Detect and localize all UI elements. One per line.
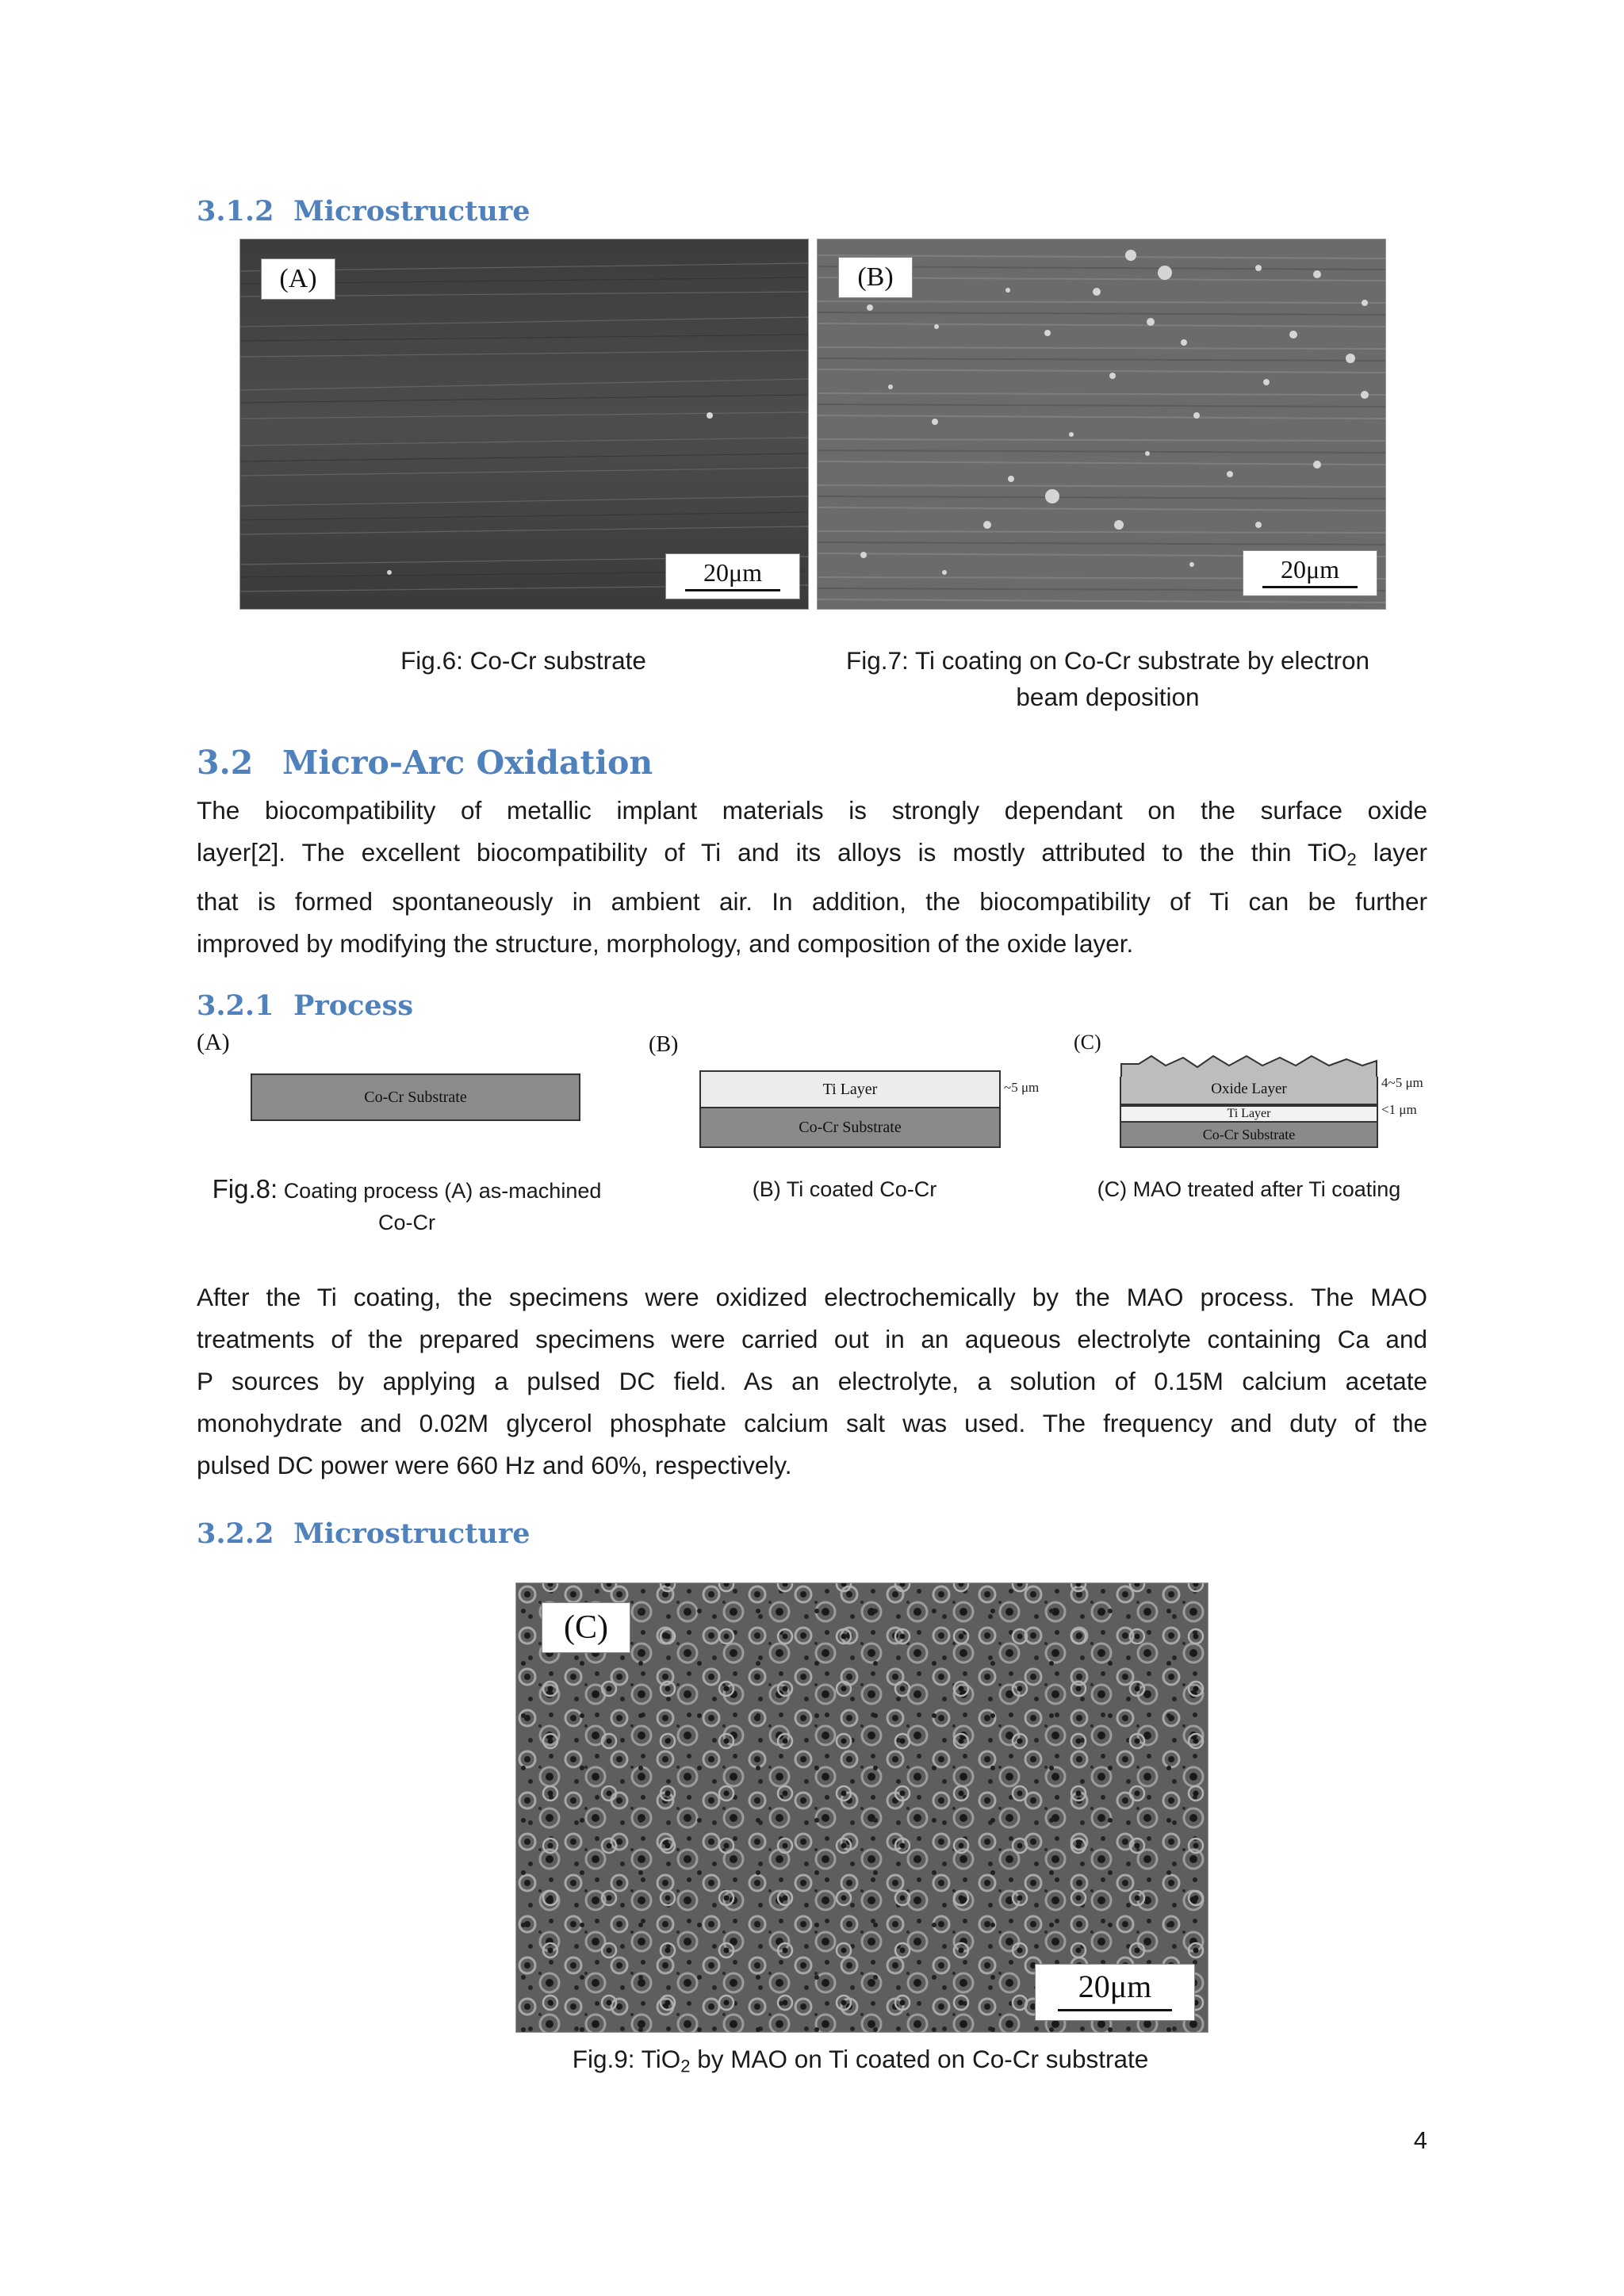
fig7-caption: [817, 642, 1399, 715]
fig8-caption-c: (C) MAO treated after Ti coating: [1097, 1177, 1401, 1201]
fig7-scale-text: 20μm: [1280, 555, 1340, 584]
fig7-scale-bar: [1243, 550, 1377, 596]
fig7-panel-label: (B): [838, 257, 913, 298]
fig8-panel-a: [197, 1029, 638, 1145]
fig8-c-oxide-thickness: 4~5 μm: [1381, 1075, 1423, 1090]
section-number: 3.2.1: [197, 989, 274, 1022]
para2-line1: After the Ti coating, the specimens were oxidized electrochemically by the MAO process. The MAO: [197, 1283, 1427, 1311]
section-heading-3-2: [197, 744, 653, 782]
fig9-scale-line: [1058, 2009, 1172, 2011]
section-heading-3-2-1: [197, 989, 413, 1022]
fig8-panel-b-label: (B): [649, 1032, 679, 1057]
para1-line3: that is formed spontaneously in ambient air. In addition, the biocompatibility of Ti can be further: [197, 886, 1427, 916]
fig9-scale-text: 20μm: [1078, 1969, 1152, 2004]
fig7-caption-line1: Fig.7: Ti coating on Co-Cr substrate by electron: [845, 646, 1370, 675]
fig8-panel-a-label: (A): [197, 1029, 230, 1055]
para1-line4: improved by modifying the structure, morphology, and composition of the oxide layer.: [197, 928, 1134, 958]
section-number: 3.2.2: [197, 1517, 274, 1550]
fig9-scale-bar: [1035, 1964, 1195, 2021]
section-title: Microstructure: [293, 195, 530, 228]
fig9-sem-image: [515, 1582, 1208, 2033]
section-number: 3.2: [197, 744, 254, 782]
fig8-caption-a-line2: Co-Cr: [378, 1211, 435, 1234]
fig7-caption-line2: beam deposition: [1016, 683, 1200, 711]
para2-line2: treatments of the prepared specimens were carried out in an aqueous electrolyte containing Ca and: [197, 1325, 1427, 1353]
fig8-b-ti-layer: Ti Layer: [699, 1070, 1001, 1108]
paragraph-mao-process: [197, 1276, 1427, 1487]
fig6-caption: Fig.6: Co-Cr substrate: [400, 646, 646, 675]
para2-line4: monohydrate and 0.02M glycerol phosphate calcium salt was used. The frequency and duty of the: [197, 1409, 1427, 1437]
para1-line1: The biocompatibility of metallic implant materials is strongly dependant on the surface oxide: [197, 796, 1427, 825]
fig8-b-thickness: ~5 μm: [1004, 1080, 1040, 1095]
section-heading-3-1-2: [197, 195, 530, 228]
fig8-a-substrate-layer: Co-Cr Substrate: [251, 1073, 580, 1121]
section-number: 3.1.2: [197, 195, 274, 228]
fig8-panel-c: [1071, 1027, 1443, 1159]
fig6-scale-text: 20μm: [703, 558, 763, 587]
fig8-panel-c-label: (C): [1074, 1031, 1101, 1054]
fig8-b-substrate-layer: Co-Cr Substrate: [699, 1107, 1001, 1148]
fig7-scale-line: [1262, 586, 1358, 588]
section-heading-3-2-2: [197, 1517, 530, 1550]
para1-line2: layer[2]. The excellent biocompatibility of Ti and its alloys is mostly attributed to the thin TiO$_2$ layer: [197, 838, 1428, 870]
para2-line3: P sources by applying a pulsed DC field. As an electrolyte, a solution of 0.15M calcium acetate: [197, 1367, 1427, 1395]
section-title: Process: [293, 989, 414, 1022]
fig6-panel-label: (A): [261, 258, 335, 300]
fig6-scale-bar: [665, 553, 800, 599]
fig8-caption-a-line1: Coating process (A) as-machined: [283, 1179, 602, 1203]
fig8-panel-b: [649, 1029, 1058, 1161]
fig6-scale-line: [685, 589, 781, 591]
fig9-panel-label: (C): [542, 1602, 630, 1653]
fig8-c-ti-layer: Ti Layer: [1120, 1105, 1378, 1123]
fig7-sem-image: [817, 239, 1386, 610]
fig9-caption: Fig.9: TiO$_2$ by MAO on Ti coated on Co-Cr substrate: [572, 2045, 1149, 2076]
paragraph-biocompatibility: [197, 790, 1427, 965]
section-title: Microstructure: [293, 1517, 530, 1550]
page-number: 4: [1413, 2126, 1427, 2154]
fig8-caption-prefix: Fig.8:: [212, 1174, 278, 1203]
fig8-c-oxide-layer: Oxide Layer: [1120, 1077, 1378, 1105]
fig8-c-oxide-surface: [1120, 1051, 1378, 1080]
fig8-caption-b: (B) Ti coated Co-Cr: [752, 1177, 937, 1201]
fig8-c-ti-thickness: <1 μm: [1381, 1102, 1417, 1117]
para2-line5: pulsed DC power were 660 Hz and 60%, respectively.: [197, 1451, 792, 1479]
fig8-c-substrate-layer: Co-Cr Substrate: [1120, 1121, 1378, 1148]
fig6-sem-image: [239, 239, 809, 610]
section-title: Micro-Arc Oxidation: [282, 744, 653, 782]
fig8-caption-a: [197, 1173, 617, 1238]
